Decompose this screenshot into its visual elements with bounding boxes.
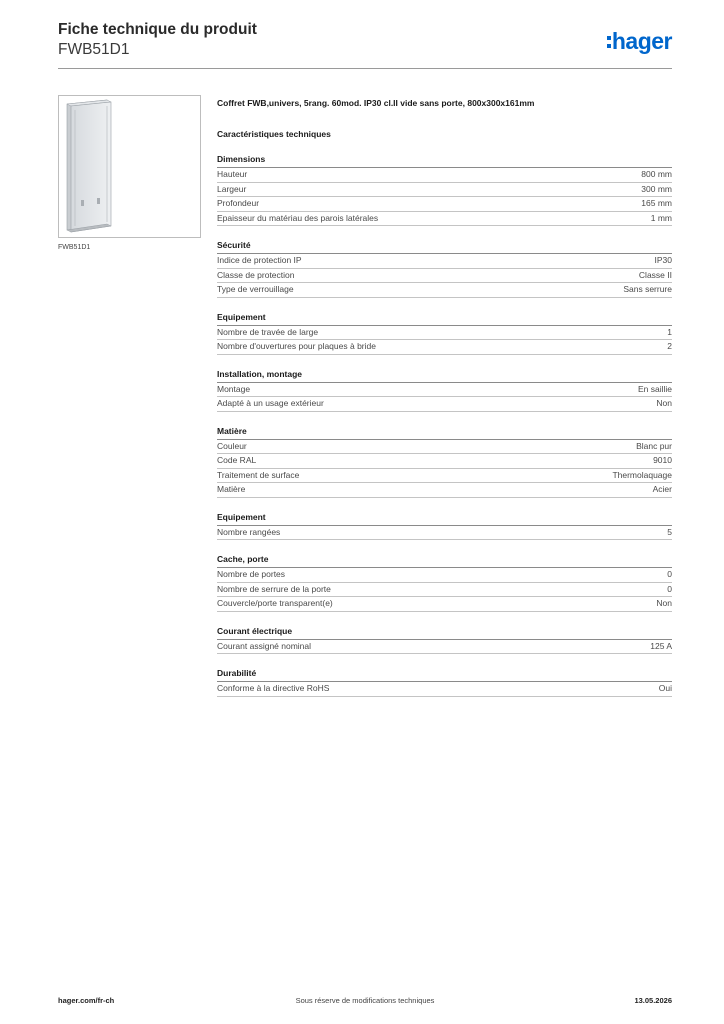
spec-value: Blanc pur bbox=[636, 440, 672, 451]
spec-section bbox=[217, 426, 672, 498]
section-title: Sécurité bbox=[217, 240, 672, 254]
logo-text: hager bbox=[611, 28, 672, 54]
spec-label: Indice de protection IP bbox=[217, 255, 302, 265]
header-divider bbox=[58, 68, 672, 69]
document-title: Fiche technique du produit bbox=[58, 21, 257, 38]
spec-value: Non bbox=[656, 398, 672, 408]
spec-sections bbox=[217, 154, 672, 697]
spec-section bbox=[217, 154, 672, 226]
spec-value: Non bbox=[656, 598, 672, 608]
spec-row bbox=[217, 197, 672, 212]
spec-value: Thermolaquage bbox=[612, 469, 672, 480]
spec-value: 1 bbox=[667, 326, 672, 337]
spec-row bbox=[217, 682, 672, 697]
spec-value: Sans serrure bbox=[623, 284, 672, 294]
page-header bbox=[58, 20, 257, 59]
spec-value: Classe II bbox=[638, 269, 672, 280]
page-footer bbox=[58, 996, 672, 1010]
spec-value: Oui bbox=[658, 683, 672, 693]
spec-section bbox=[217, 668, 672, 697]
spec-row bbox=[217, 269, 672, 284]
spec-row bbox=[217, 526, 672, 541]
spec-row bbox=[217, 640, 672, 655]
spec-label: Matière bbox=[217, 484, 246, 494]
spec-label: Type de verrouillage bbox=[217, 284, 294, 294]
spec-value: 165 mm bbox=[641, 198, 672, 208]
spec-label: Nombre de travée de large bbox=[217, 326, 319, 337]
spec-value: IP30 bbox=[654, 255, 672, 265]
spec-label: Adapté à un usage extérieur bbox=[217, 398, 324, 408]
spec-label: Nombre de portes bbox=[217, 569, 286, 579]
spec-row bbox=[217, 597, 672, 612]
spec-label: Nombre d'ouvertures pour plaques à bride bbox=[217, 341, 376, 351]
spec-row bbox=[217, 283, 672, 298]
spec-row bbox=[217, 212, 672, 227]
product-image-caption: FWB51D1 bbox=[58, 244, 91, 251]
section-title: Cache, porte bbox=[217, 554, 672, 568]
characteristics-heading: Caractéristiques techniques bbox=[217, 129, 331, 139]
spec-row bbox=[217, 454, 672, 469]
spec-section bbox=[217, 512, 672, 541]
spec-section bbox=[217, 312, 672, 355]
section-title: Matière bbox=[217, 426, 672, 440]
spec-label: Epaisseur du matériau des parois latérales bbox=[217, 212, 379, 223]
spec-value: 0 bbox=[667, 583, 672, 594]
section-title: Courant électrique bbox=[217, 626, 672, 640]
spec-value: 2 bbox=[667, 341, 672, 351]
section-title: Equipement bbox=[217, 512, 672, 526]
spec-label: Hauteur bbox=[217, 169, 248, 179]
spec-label: Classe de protection bbox=[217, 269, 295, 280]
spec-value: 9010 bbox=[653, 455, 672, 465]
spec-row bbox=[217, 568, 672, 583]
spec-value: Acier bbox=[652, 484, 672, 494]
spec-value: En saillie bbox=[637, 383, 672, 394]
spec-value: 5 bbox=[667, 526, 672, 537]
logo-colon-mark bbox=[607, 28, 611, 52]
footer-date: 13.05.2026 bbox=[634, 996, 672, 1005]
spec-row bbox=[217, 469, 672, 484]
spec-value: 1 mm bbox=[650, 212, 672, 223]
spec-row bbox=[217, 483, 672, 498]
spec-label: Profondeur bbox=[217, 198, 260, 208]
spec-value: 125 A bbox=[650, 640, 672, 651]
spec-row bbox=[217, 168, 672, 183]
spec-label: Traitement de surface bbox=[217, 469, 300, 480]
footer-disclaimer: Sous réserve de modifications techniques bbox=[295, 996, 435, 1005]
section-title: Dimensions bbox=[217, 154, 672, 168]
section-title: Installation, montage bbox=[217, 369, 672, 383]
spec-section bbox=[217, 554, 672, 612]
product-reference: FWB51D1 bbox=[58, 41, 130, 58]
spec-section bbox=[217, 626, 672, 655]
spec-label: Nombre rangées bbox=[217, 526, 281, 537]
spec-value: 800 mm bbox=[641, 169, 672, 179]
section-title: Durabilité bbox=[217, 668, 672, 682]
spec-row bbox=[217, 583, 672, 598]
spec-label: Couvercle/porte transparent(e) bbox=[217, 598, 333, 608]
spec-row bbox=[217, 254, 672, 269]
spec-label: Montage bbox=[217, 383, 251, 394]
spec-label: Nombre de serrure de la porte bbox=[217, 583, 331, 594]
spec-label: Code RAL bbox=[217, 455, 257, 465]
spec-row bbox=[217, 383, 672, 398]
spec-section bbox=[217, 240, 672, 298]
spec-row bbox=[217, 397, 672, 412]
spec-row bbox=[217, 340, 672, 355]
spec-value: 0 bbox=[667, 569, 672, 579]
spec-row bbox=[217, 326, 672, 341]
spec-row bbox=[217, 183, 672, 198]
enclosure-illustration bbox=[59, 96, 200, 237]
spec-content bbox=[217, 95, 672, 697]
footer-website: hager.com/fr-ch bbox=[58, 996, 115, 1005]
product-image bbox=[58, 95, 201, 238]
spec-label: Courant assigné nominal bbox=[217, 640, 312, 651]
spec-value: 300 mm bbox=[641, 183, 672, 194]
spec-row bbox=[217, 440, 672, 455]
section-title: Equipement bbox=[217, 312, 672, 326]
spec-section bbox=[217, 369, 672, 412]
product-description: Coffret FWB,univers, 5rang. 60mod. IP30 cl.II vide sans porte, 800x300x161mm bbox=[217, 98, 535, 108]
spec-label: Largeur bbox=[217, 183, 247, 194]
spec-label: Couleur bbox=[217, 440, 247, 451]
spec-label: Conforme à la directive RoHS bbox=[217, 683, 330, 693]
hager-logo bbox=[607, 28, 672, 54]
